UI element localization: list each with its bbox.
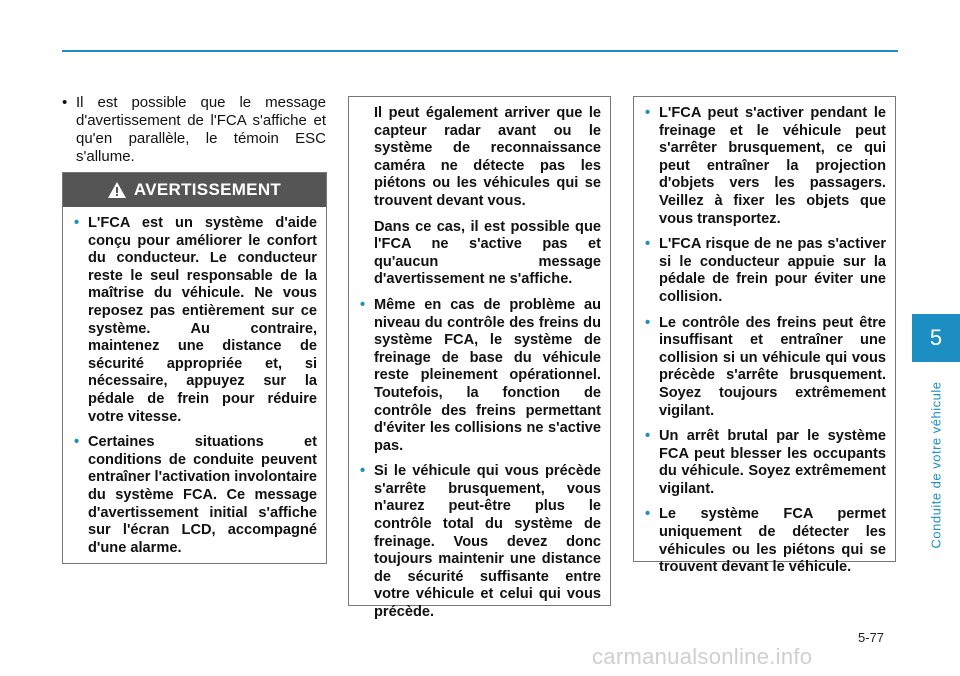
list-item: • L'FCA risque de ne pas s'activer si le conducteur appuie sur la pédale de frein pour éviter une collision.	[645, 236, 886, 305]
warning-box	[62, 172, 327, 564]
header-rule	[62, 50, 898, 52]
list-item: • Le contrôle des freins peut être insuffisant et entraîner une collision si un véhicule qui vous précède s'arrête brusquement. Soyez toujours extrêmement vigilant.	[645, 314, 886, 419]
list-item: • L'FCA peut s'activer pendant le freinage et le véhicule peut s'arrêter brusquement, ce qui peut entraîner la projection d'objets vers les passagers. Veillez à fixer les objets que vous transportez.	[645, 105, 886, 227]
bullet-icon: •	[74, 215, 80, 231]
warning-triangle-icon	[108, 182, 126, 198]
watermark: carmanualsonline.info	[592, 644, 813, 669]
bullet-icon: •	[62, 94, 68, 111]
paragraph: Il peut également arriver que le capteur radar avant ou le système de reconnaissance caméra ne détecte pas les piétons ou les véhicules qui se trouvent devant vous.	[374, 105, 601, 209]
list-item: • Certaines situations et conditions de conduite peuvent entraîner l'activation involontaire du système FCA. Ce message d'avertissement initial s'affiche sur l'écran LCD, accompagné d'une alarme.	[74, 434, 317, 556]
bullet-icon: •	[360, 463, 366, 480]
list-item: • Un arrêt brutal par le système FCA peut blesser les occupants du véhicule. Soyez extrêmement vigilant.	[645, 428, 886, 497]
page-number: 5-77	[858, 630, 885, 645]
list-item: • Le système FCA permet uniquement de détecter les véhicules ou les piétons qui se trouvent devant le véhicule.	[645, 506, 886, 576]
warning-header	[63, 173, 326, 207]
intro-text: Il est possible que le message d'avertissement de l'FCA s'affiche et qu'en parallèle, le témoin ESC s'allume.	[76, 94, 326, 165]
bullet-icon: •	[645, 428, 651, 445]
chapter-label: Conduite de votre véhicule	[928, 381, 944, 549]
list-item: • Si le véhicule qui vous précède s'arrête brusquement, vous n'aurez peut-être plus le contrôle total du système de freinage. Vous devez donc toujours maintenir une distance de sécurité suffisante entre votre véhicule et celui qui vous précède.	[360, 463, 601, 621]
bullet-icon: •	[645, 314, 651, 331]
list-item: • L'FCA est un système d'aide conçu pour améliorer le confort du conducteur. Le conducteur reste le seul responsable de la maîtrise du véhicule. Ne vous reposez pas entièrement sur ce système. Au contraire, maintenez une distance de sécurité appropriée et, si nécessaire, appuyez sur la pédale de frein pour réduire votre vitesse.	[74, 215, 317, 425]
continued-warning-box	[348, 96, 611, 621]
warning-title: AVERTISSEMENT	[133, 180, 282, 200]
bullet-icon: •	[645, 236, 651, 253]
paragraph: Dans ce cas, il est possible que l'FCA ne s'active pas et qu'aucun message d'avertissement ne s'affiche.	[374, 218, 601, 288]
bullet-icon: •	[645, 105, 651, 121]
chapter-tab[interactable]: 5	[912, 314, 960, 362]
right-warning-box	[633, 96, 896, 576]
list-item: • Même en cas de problème au niveau du contrôle des freins du système FCA, le système de freinage de base du véhicule reste pleinement opérationnel. Toutefois, la fonction de contrôle des freins permettant d'éviter les collisions ne s'active pas.	[360, 296, 601, 454]
bullet-icon: •	[74, 434, 80, 451]
bullet-icon: •	[360, 296, 366, 313]
bullet-icon: •	[645, 506, 651, 523]
intro-bullet	[62, 94, 326, 166]
